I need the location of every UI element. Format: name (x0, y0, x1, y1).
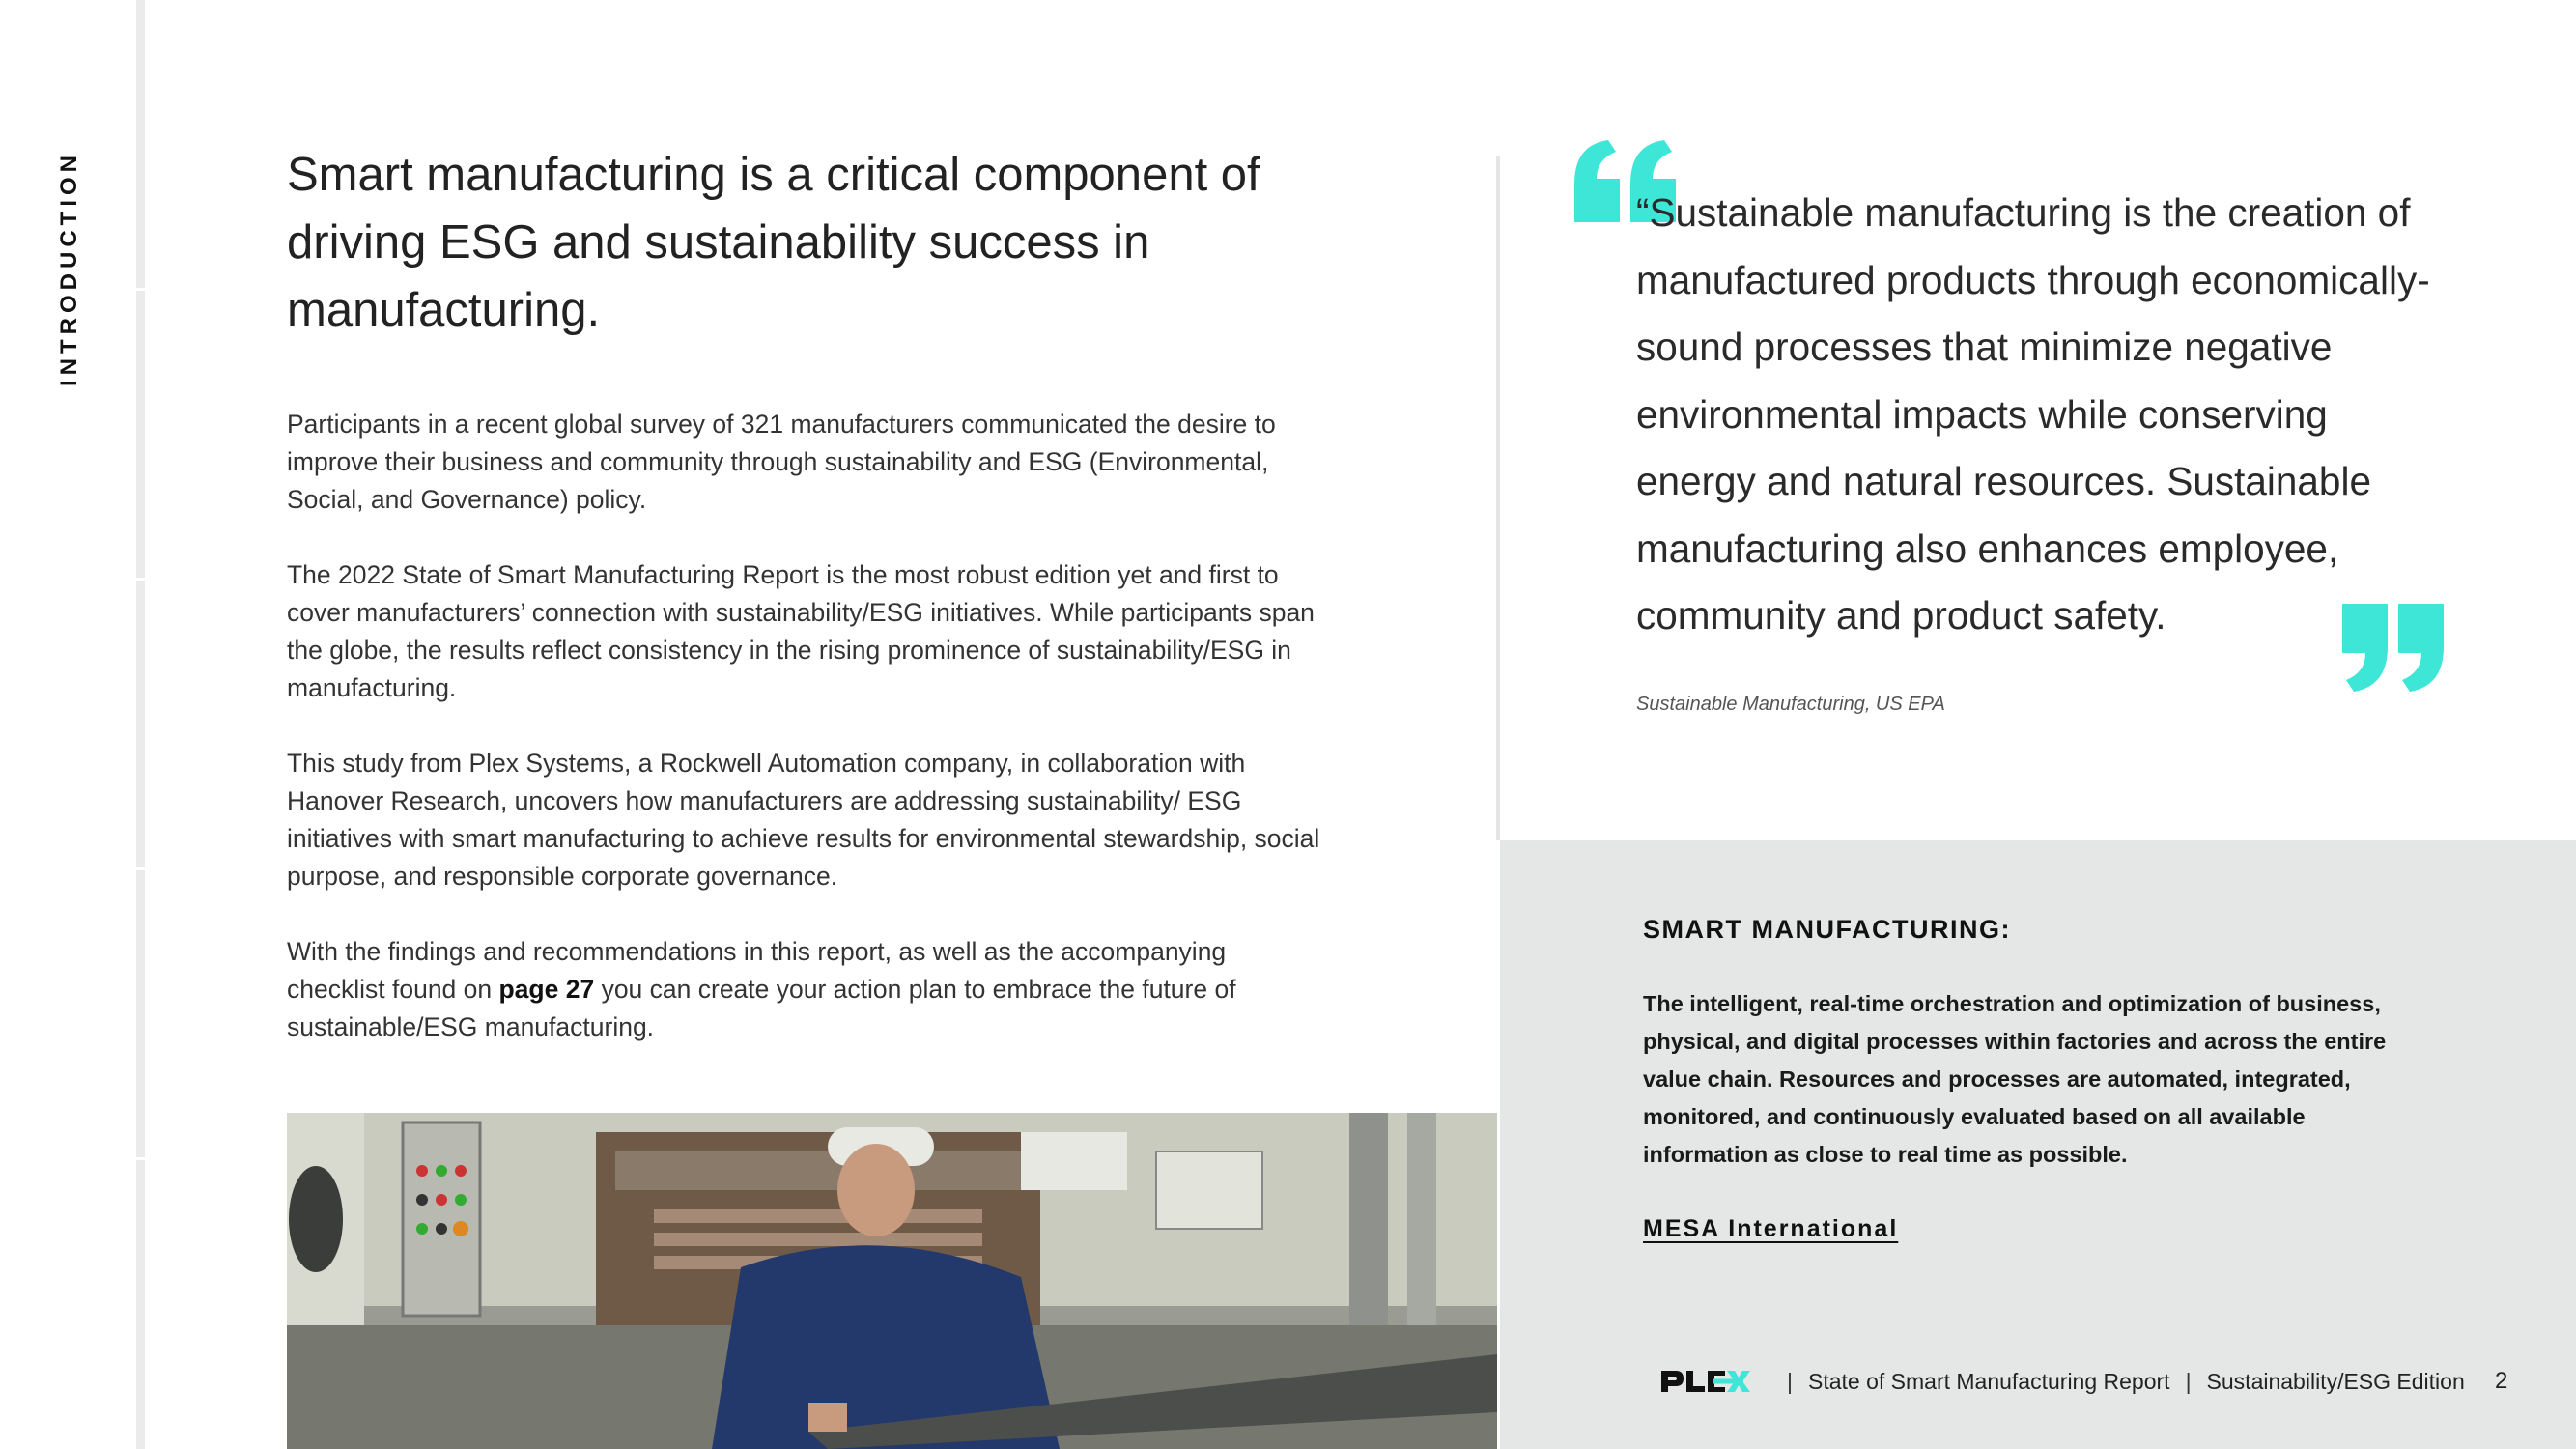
closing-text-end: you can create your action plan to embrace the future of sustainable/ESG manufacturing. (287, 975, 1236, 1041)
sidebar-rule-divider (136, 867, 145, 870)
body-paragraph: The 2022 State of Smart Manufacturing Report is the most robust edition yet and first to cover manufacturers’ connection with sustainability/ESG initiatives. While participants span the globe, the results reflect consistency in the rising prominence of sustainability/ESG in manufacturing. (287, 560, 1315, 702)
body-paragraph: This study from Plex Systems, a Rockwell Automation company, in collaboration with Hanover Research, uncovers how manufacturers are addressing sustainability/ ESG initiatives with smart manufacturing to achieve results for environmental stewardship, social purpose, and responsible corporate governance. (287, 749, 1320, 891)
section-label: INTRODUCTION (56, 151, 82, 386)
sidebar-rule-divider (136, 578, 145, 581)
definition-heading: SMART MANUFACTURING: (1643, 915, 2011, 944)
body-paragraph: Participants in a recent global survey of 321 manufacturers communicated the desire to improve their business and community through sustainability and ESG (Environmental, Social, and Governance) policy. (287, 410, 1276, 514)
footer-separator: | (2185, 1368, 2192, 1394)
factory-scene-illustration (287, 1113, 1497, 1449)
definition-source-link[interactable]: MESA International (1643, 1215, 1899, 1242)
footer-separator: | (1787, 1368, 1793, 1394)
sidebar-rule (136, 0, 145, 1449)
closing-text-start: With the findings and recommendations in this report, as well as the accompanying checklist found on (287, 937, 1227, 1004)
footer-edition: Sustainability/ESG Edition (2206, 1368, 2465, 1394)
footer-report-title: State of Smart Manufacturing Report (1807, 1368, 2170, 1394)
quote-source: Sustainable Manufacturing, US EPA (1636, 694, 1945, 715)
sidebar-rule-divider (136, 1157, 145, 1160)
plex-logo-mark (1661, 1369, 1750, 1394)
plex-logo (1661, 1369, 1750, 1394)
body-copy (287, 406, 1330, 1084)
page-reference[interactable]: page 27 (498, 975, 595, 1004)
definition-body: The intelligent, real-time orchestration and optimization of business, physical, and digital processes within factories and across the entire value chain. Resources and processes are automated, integrated, monitored, and continuously evaluated based on all available information as close to real time as possible. (1643, 991, 2387, 1167)
column-divider (1496, 156, 1500, 840)
sidebar-rule-divider (136, 288, 145, 291)
quote-text: “Sustainable manufacturing is the creation of manufactured products through economically-sound processes that minimize negative environmental impacts while conserving energy and natural resources. Sustainable manufacturing also enhances employee, community and product safety. (1636, 190, 2430, 638)
footer (1661, 1362, 2465, 1401)
closing-paragraph (287, 933, 1330, 1046)
factory-worker-photo (287, 1113, 1497, 1449)
page-number: 2 (2495, 1368, 2508, 1394)
lead-statement: Smart manufacturing is a critical component of driving ESG and sustainability success in manufacturing. (287, 149, 1260, 336)
definition-panel (1500, 840, 2576, 1449)
close-quote-icon (2337, 599, 2453, 715)
